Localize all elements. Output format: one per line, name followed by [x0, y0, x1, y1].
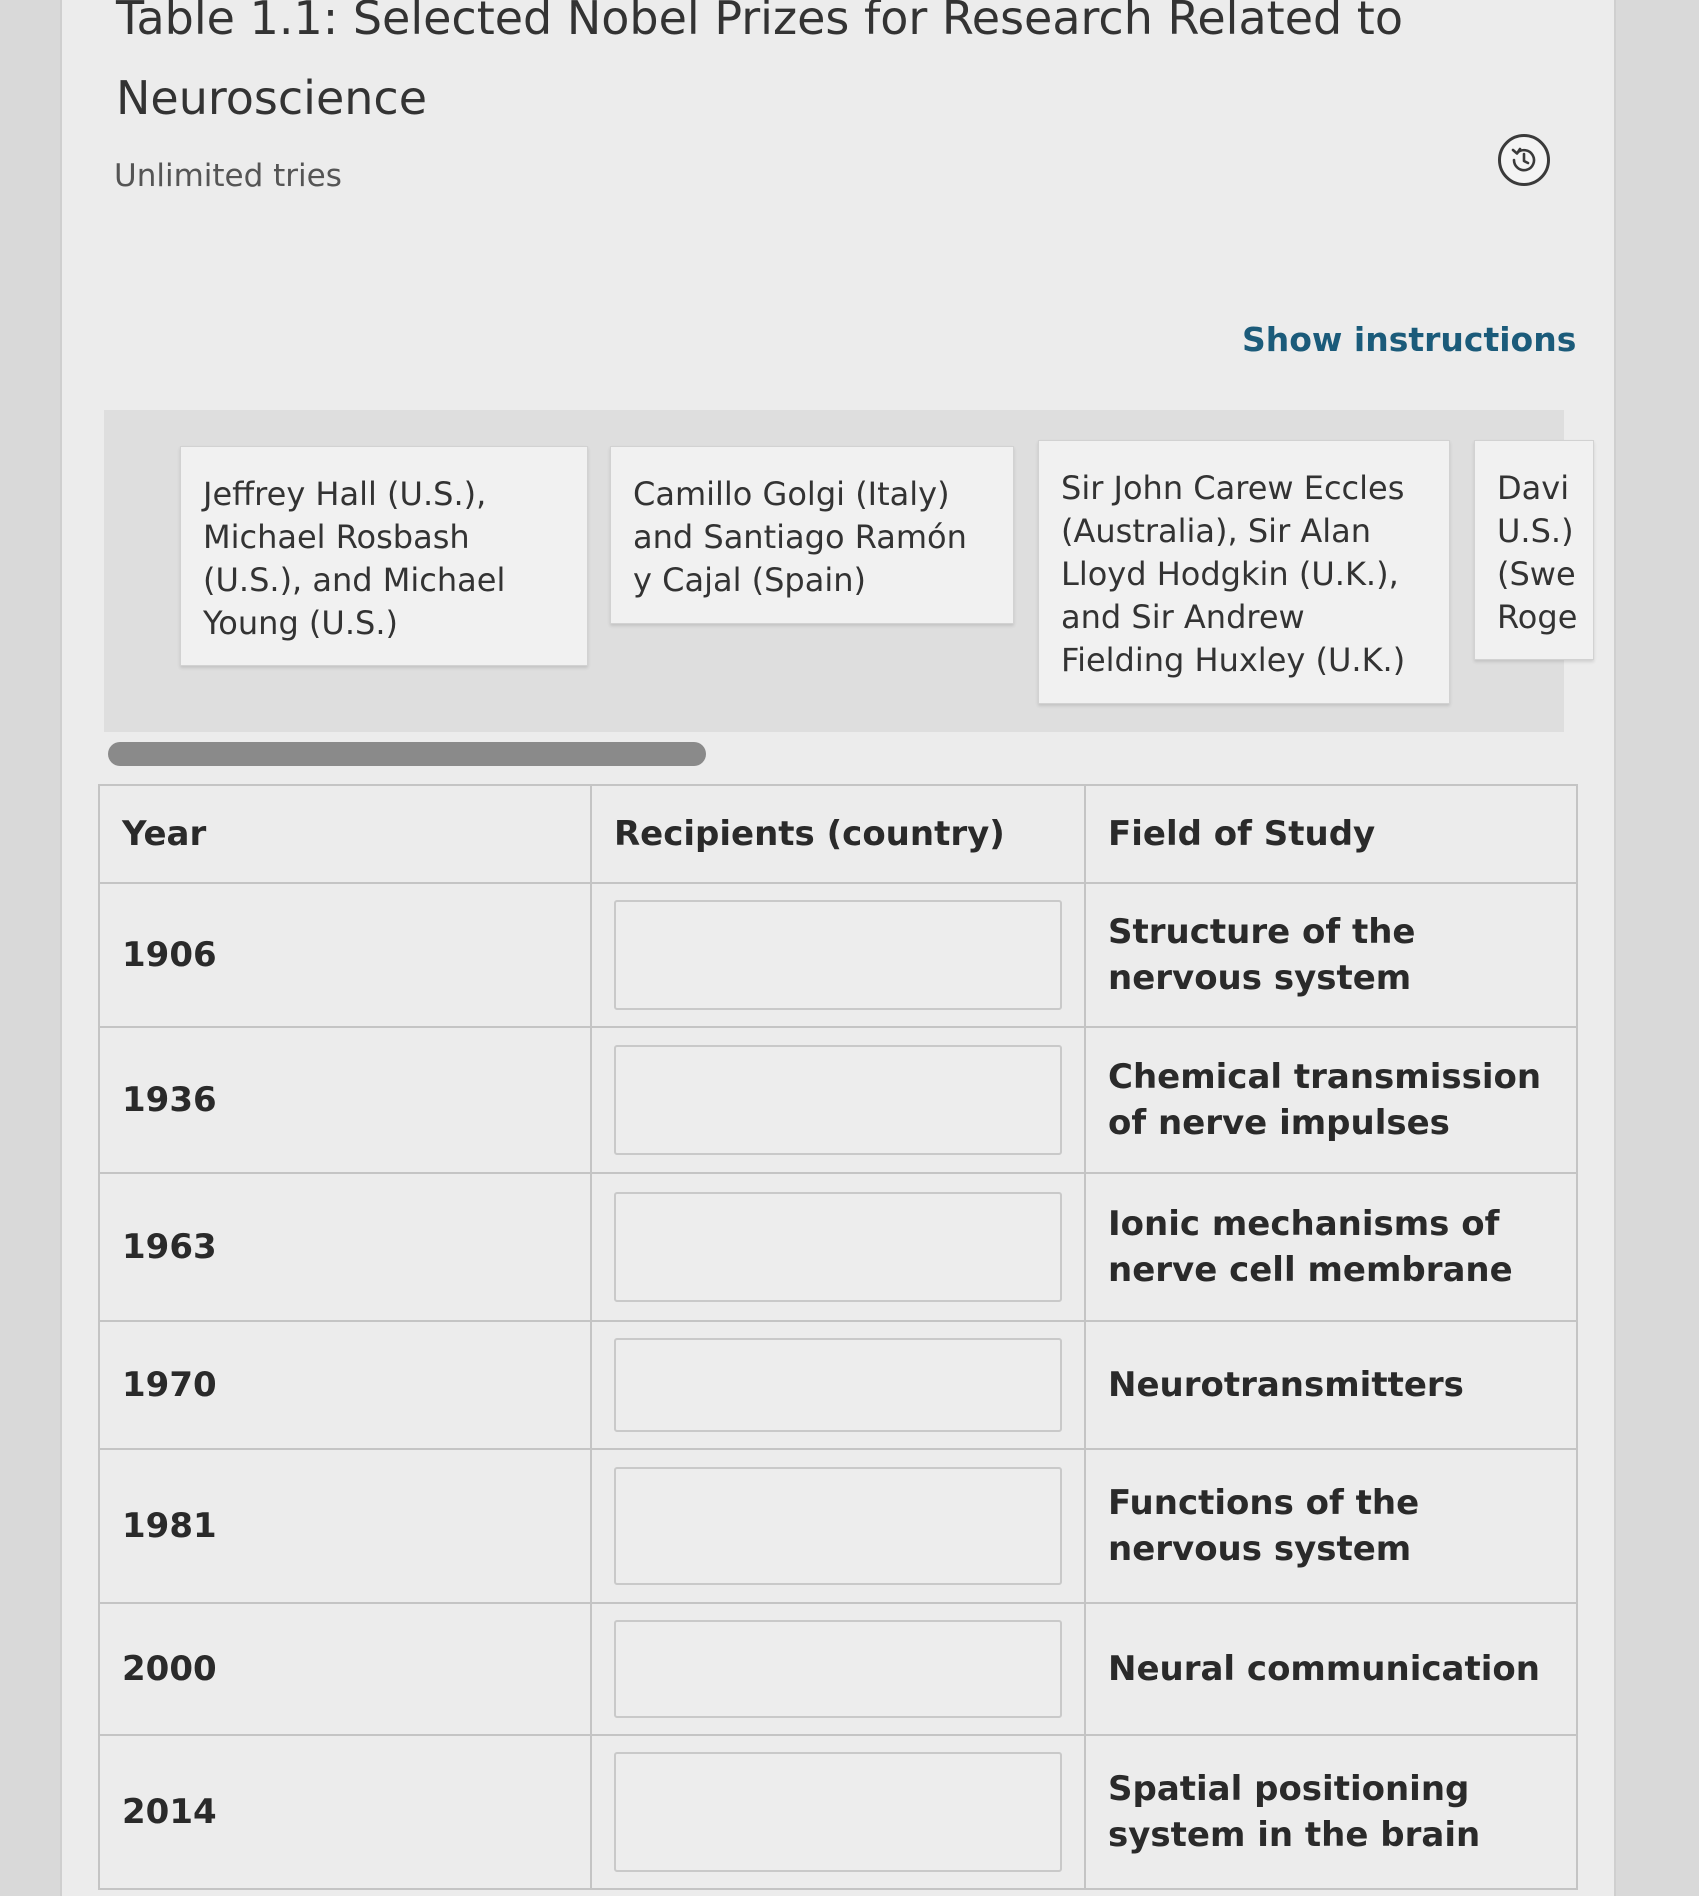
recipients-cell: [591, 1603, 1085, 1735]
tries-label: Unlimited tries: [114, 158, 342, 194]
year-cell: 2014: [99, 1735, 591, 1889]
table-row: [99, 883, 1577, 1027]
drop-zone[interactable]: [614, 1338, 1062, 1432]
drop-zone[interactable]: [614, 1192, 1062, 1302]
header-field: Field of Study: [1085, 785, 1577, 883]
answer-bank: [104, 410, 1578, 732]
field-cell: Neurotransmitters: [1085, 1321, 1577, 1449]
year-cell: 1963: [99, 1173, 591, 1321]
header-recipients: Recipients (country): [591, 785, 1085, 883]
year-cell: 2000: [99, 1603, 591, 1735]
answer-card[interactable]: Jeffrey Hall (U.S.), Michael Rosbash (U.S.), and Michael Young (U.S.): [180, 446, 588, 666]
field-cell: Ionic mechanisms of nerve cell membrane: [1085, 1173, 1577, 1321]
answer-bank-scrollbar[interactable]: [108, 742, 706, 766]
field-cell: Functions of the nervous system: [1085, 1449, 1577, 1603]
recipients-cell: [591, 1735, 1085, 1889]
answer-card[interactable]: Sir John Carew Eccles (Australia), Sir Alan Lloyd Hodgkin (U.K.), and Sir Andrew Fielding Huxley (U.K.): [1038, 440, 1450, 704]
history-button[interactable]: [1498, 134, 1550, 186]
table-row: [99, 1321, 1577, 1449]
drop-zone[interactable]: [614, 1045, 1062, 1155]
year-cell: 1981: [99, 1449, 591, 1603]
table-row: [99, 1027, 1577, 1173]
drop-zone[interactable]: [614, 900, 1062, 1010]
recipients-cell: [591, 1173, 1085, 1321]
year-cell: 1970: [99, 1321, 591, 1449]
header-year: Year: [99, 785, 591, 883]
table-row: [99, 1735, 1577, 1889]
field-cell: Structure of the nervous system: [1085, 883, 1577, 1027]
table-row: [99, 1173, 1577, 1321]
year-cell: 1936: [99, 1027, 591, 1173]
history-icon: [1507, 143, 1541, 177]
drop-zone[interactable]: [614, 1467, 1062, 1585]
answer-card[interactable]: Davi U.S.) (Swe Roge: [1474, 440, 1594, 660]
drop-zone[interactable]: [614, 1620, 1062, 1718]
activity-page: [60, 0, 1616, 1896]
table-row: [99, 1603, 1577, 1735]
table-row: [99, 1449, 1577, 1603]
drop-zone[interactable]: [614, 1752, 1062, 1872]
answer-card[interactable]: Camillo Golgi (Italy) and Santiago Ramón y Cajal (Spain): [610, 446, 1014, 624]
table-header-row: [99, 785, 1577, 883]
recipients-cell: [591, 883, 1085, 1027]
show-instructions-link[interactable]: Show instructions: [1242, 320, 1577, 359]
page-title: Table 1.1: Selected Nobel Prizes for Research Related to Neuroscience: [116, 0, 1403, 125]
recipients-cell: [591, 1449, 1085, 1603]
field-cell: Spatial positioning system in the brain: [1085, 1735, 1577, 1889]
field-cell: Neural communication: [1085, 1603, 1577, 1735]
nobel-prize-table: [98, 784, 1578, 1890]
recipients-cell: [591, 1321, 1085, 1449]
recipients-cell: [591, 1027, 1085, 1173]
field-cell: Chemical transmission of nerve impulses: [1085, 1027, 1577, 1173]
year-cell: 1906: [99, 883, 591, 1027]
